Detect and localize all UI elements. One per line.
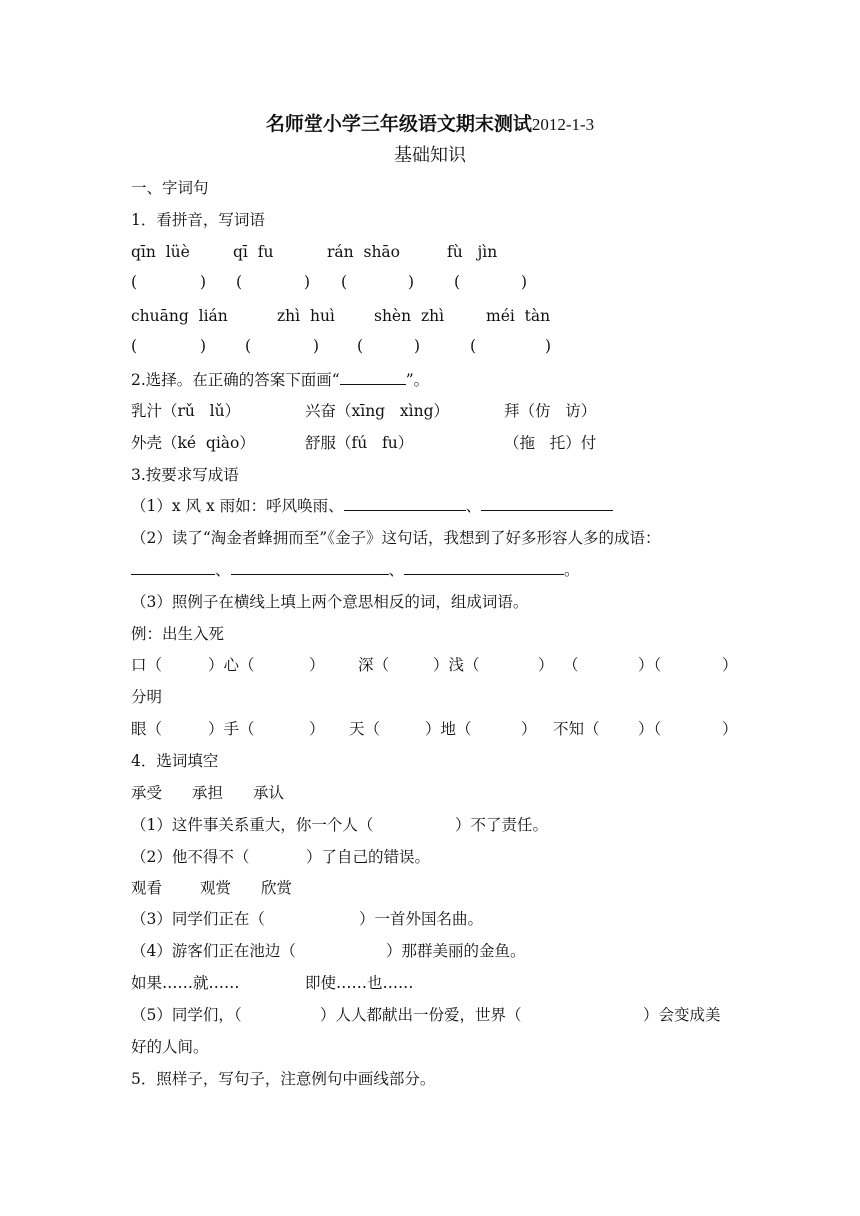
fill-fragment: 天（ <box>349 720 381 738</box>
separator: 、 <box>465 497 482 515</box>
title-date: 2012-1-3 <box>531 115 595 134</box>
sentence-part: （4）游客们正在池边（ <box>131 942 296 960</box>
choice-item: （拖 托）付 <box>504 434 597 452</box>
q3-sub2: （2）读了“淘金者蜂拥而至”《金子》这句话，我想到了好多形容人多的成语： <box>131 529 661 547</box>
q3-sub1 <box>131 496 613 516</box>
fill-fragment: ）（ <box>638 656 662 674</box>
section-heading: 一、字词句 <box>131 179 209 197</box>
answer-blank <box>231 560 389 575</box>
page-subtitle: 基础知识 <box>394 145 466 166</box>
sentence-part: （5）同学们，（ <box>131 1006 242 1024</box>
paren-close: ) <box>545 337 552 355</box>
pinyin-2: qī fu <box>233 243 274 261</box>
fill-fragment: （ <box>563 656 579 674</box>
sentence-part: （3）同学们正在（ <box>131 910 265 928</box>
paren-open: ( <box>236 273 243 291</box>
q4-title: 4．选词填空 <box>131 752 219 770</box>
pinyin-4: fù jìn <box>447 243 498 261</box>
word-option: 即使……也…… <box>305 974 414 992</box>
q4-s5-tail: 好的人间。 <box>131 1038 209 1056</box>
sentence-part: ）会变成美 <box>643 1006 721 1024</box>
pinyin-7: shèn zhì <box>374 307 445 325</box>
sentence-part: （1）这件事关系重大，你一个人（ <box>131 816 374 834</box>
pinyin-6: zhì huì <box>277 307 335 325</box>
paren-close: ) <box>521 273 528 291</box>
fill-fragment: 口（ <box>131 656 163 674</box>
fill-fragment: ） <box>521 720 537 738</box>
sentence-part: ）一首外国名曲。 <box>359 910 484 928</box>
choice-item: 兴奋（xīng xìng） <box>305 402 449 420</box>
page-title <box>0 112 860 137</box>
answer-blank <box>344 496 466 511</box>
fill-fragment: ） <box>722 656 738 674</box>
fill-fragment: ） <box>309 656 325 674</box>
paren-open: ( <box>245 337 252 355</box>
paren-open: ( <box>357 337 364 355</box>
paren-open: ( <box>470 337 477 355</box>
q2-title <box>131 370 429 390</box>
choice-item: 拜（仿 访） <box>504 402 597 420</box>
paren-open: ( <box>454 273 461 291</box>
fill-fragment: 深（ <box>358 656 390 674</box>
answer-blank <box>131 560 215 575</box>
q3-example: 例：出生入死 <box>131 625 225 643</box>
period: 。 <box>564 561 580 579</box>
answer-blank <box>481 496 613 511</box>
q3-title: 3.按要求写成语 <box>131 466 239 484</box>
fill-fragment: 眼（ <box>131 720 163 738</box>
paren-close: ) <box>313 337 320 355</box>
word-option: 承认 <box>253 784 285 802</box>
fill-fragment: ）心（ <box>208 656 255 674</box>
word-option: 承受 <box>131 784 163 802</box>
paren-close: ) <box>414 337 421 355</box>
word-option: 如果……就…… <box>131 974 240 992</box>
q1-title: 1．看拼音，写词语 <box>131 211 265 229</box>
sentence-part: （2）他不得不（ <box>131 848 250 866</box>
pinyin-1: qīn lüè <box>131 243 190 261</box>
fill-fragment: ） <box>309 720 325 738</box>
paren-close: ) <box>200 337 207 355</box>
pinyin-8: méi tàn <box>486 307 551 325</box>
q2-title-a: 2.选择。在正确的答案下面画“ <box>131 371 340 389</box>
q2-title-b: ”。 <box>405 371 430 389</box>
choice-item: 乳汁（rǔ lǔ） <box>131 402 241 420</box>
word-option: 承担 <box>192 784 224 802</box>
pinyin-5: chuāng lián <box>131 307 228 325</box>
paren-open: ( <box>341 273 348 291</box>
paren-open: ( <box>131 273 138 291</box>
separator: 、 <box>388 561 405 579</box>
word-option: 观赏 <box>200 879 232 897</box>
sentence-part: ）不了责任。 <box>455 816 549 834</box>
q3-a-tail: 分明 <box>131 688 163 706</box>
title-text: 名师堂小学三年级语文期末测试 <box>265 113 532 135</box>
q3-sub3: （3）照例子在横线上填上两个意思相反的词，组成词语。 <box>131 593 529 611</box>
sentence-part: ）那群美丽的金鱼。 <box>386 942 526 960</box>
word-option: 观看 <box>131 879 163 897</box>
q3-sub1-text: （1）x 风 x 雨如：呼风唤雨、 <box>131 497 344 515</box>
word-option: 欣赏 <box>261 879 293 897</box>
paren-close: ) <box>304 273 311 291</box>
separator: 、 <box>215 561 231 579</box>
fill-fragment: ）（ <box>638 720 662 738</box>
q3-sub2-blanks <box>131 560 580 580</box>
sentence-part: ）人人都献出一份爱，世界（ <box>320 1006 522 1024</box>
fill-fragment: 不知（ <box>553 720 600 738</box>
sentence-part: ）了自己的错误。 <box>306 848 431 866</box>
fill-fragment: ） <box>538 656 554 674</box>
paren-close: ) <box>200 273 207 291</box>
paren-open: ( <box>131 337 138 355</box>
choice-item: 外壳（ké qiào） <box>131 434 255 452</box>
q5-title: 5．照样子，写句子，注意例句中画线部分。 <box>131 1070 436 1088</box>
paren-close: ) <box>408 273 415 291</box>
fill-fragment: ）地（ <box>425 720 472 738</box>
answer-underline <box>340 370 406 385</box>
fill-fragment: ）浅（ <box>433 656 480 674</box>
fill-fragment: ）手（ <box>208 720 255 738</box>
pinyin-3: rán shāo <box>327 243 400 261</box>
answer-blank <box>404 560 564 575</box>
choice-item: 舒服（fú fu） <box>305 434 414 452</box>
fill-fragment: ） <box>722 720 738 738</box>
